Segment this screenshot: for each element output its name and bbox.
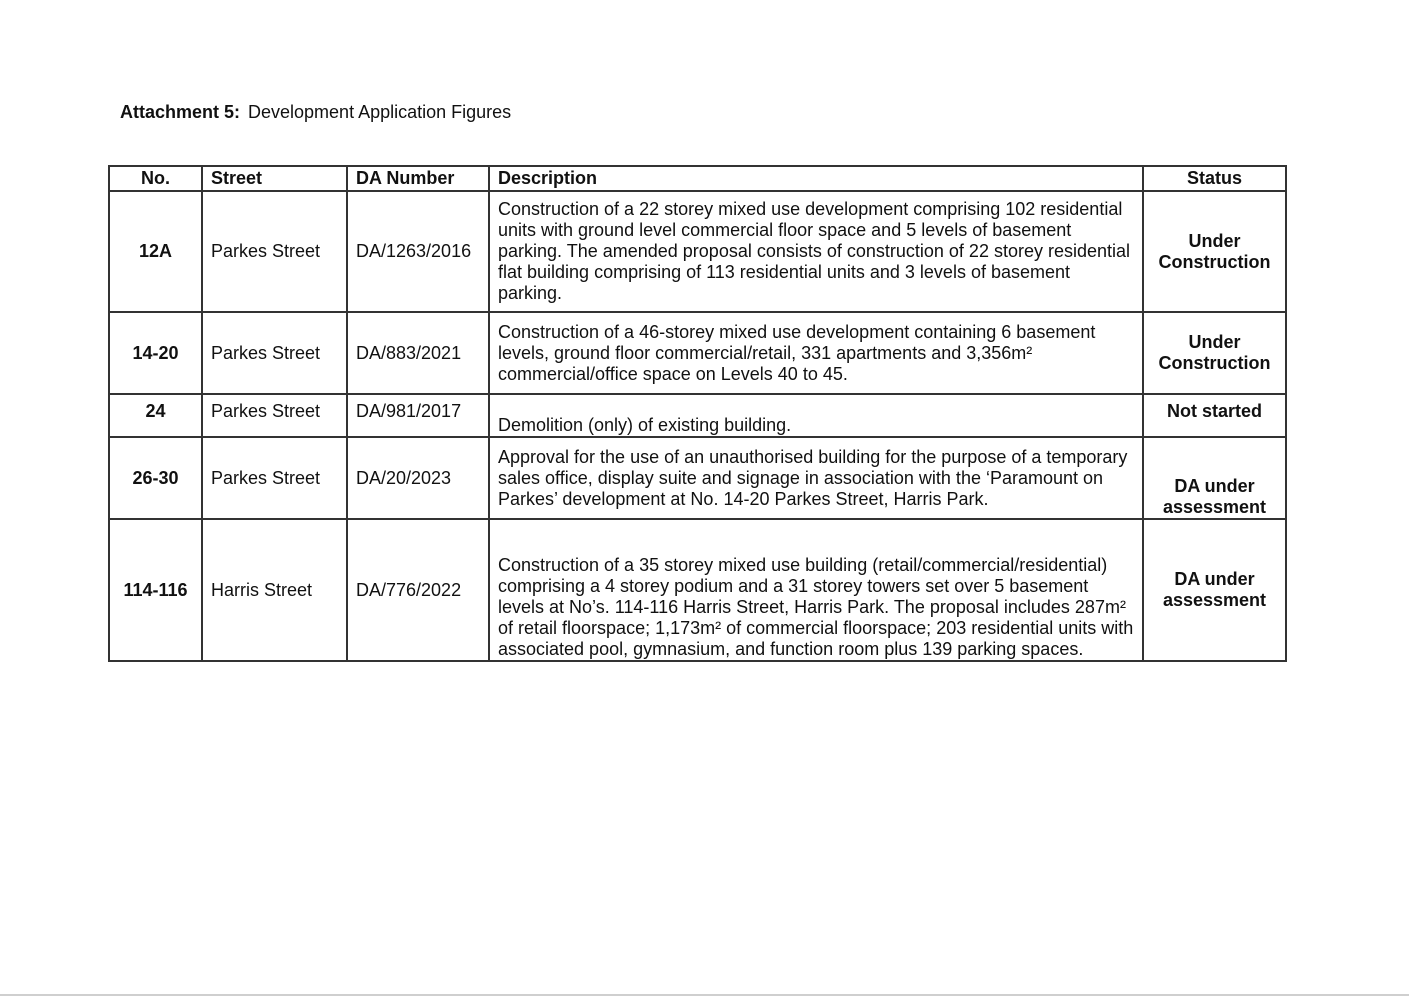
cell-status: Under Construction: [1143, 312, 1286, 394]
cell-description: Approval for the use of an unauthorised building for the purpose of a temporary sales office, display suite and signage in association with the ‘Paramount on Parkes’ development at No. 14-20 Parkes Street, Harris Park.: [489, 437, 1143, 519]
cell-description: Construction of a 22 storey mixed use development comprising 102 residential units with ground level commercial floor space and 5 levels of basement parking. The amended proposal consists of construction of 22 storey residential flat building comprising of 113 residential units and 3 levels of basement parking.: [489, 191, 1143, 312]
table-row: [109, 519, 1286, 661]
page-heading: [120, 100, 511, 124]
development-application-table: [108, 165, 1287, 662]
cell-description: Construction of a 35 storey mixed use building (retail/commercial/residential) comprising a 4 storey podium and a 31 storey towers set over 5 basement levels at No’s. 114-116 Harris Street, Harris Park. The proposal includes 287m² of retail floorspace; 1,173m² of commercial floorspace; 203 residential units with associated pool, gymnasium, and function room plus 139 parking spaces.: [489, 519, 1143, 661]
cell-da-number: DA/20/2023: [347, 437, 489, 519]
table-row: [109, 394, 1286, 437]
cell-street: Parkes Street: [202, 437, 347, 519]
cell-da-number: DA/1263/2016: [347, 191, 489, 312]
cell-status: DA under assessment: [1143, 519, 1286, 661]
cell-no: 26-30: [109, 437, 202, 519]
table-header-row: [109, 166, 1286, 191]
cell-description: Construction of a 46-storey mixed use development containing 6 basement levels, ground floor commercial/retail, 331 apartments and 3,356m² commercial/office space on Levels 40 to 45.: [489, 312, 1143, 394]
header-no: No.: [109, 166, 202, 191]
table-row: [109, 437, 1286, 519]
table-row: [109, 191, 1286, 312]
cell-no: 114-116: [109, 519, 202, 661]
cell-da-number: DA/776/2022: [347, 519, 489, 661]
cell-street: Parkes Street: [202, 191, 347, 312]
cell-description: Demolition (only) of existing building.: [489, 394, 1143, 437]
cell-status: Under Construction: [1143, 191, 1286, 312]
attachment-title: Development Application Figures: [248, 102, 512, 122]
cell-street: Harris Street: [202, 519, 347, 661]
cell-street: Parkes Street: [202, 312, 347, 394]
cell-da-number: DA/981/2017: [347, 394, 489, 437]
table-row: [109, 312, 1286, 394]
cell-status: DA under assessment: [1143, 437, 1286, 519]
cell-da-number: DA/883/2021: [347, 312, 489, 394]
header-description: Description: [489, 166, 1143, 191]
cell-no: 24: [109, 394, 202, 437]
cell-no: 12A: [109, 191, 202, 312]
cell-status: Not started: [1143, 394, 1286, 437]
header-status: Status: [1143, 166, 1286, 191]
cell-street: Parkes Street: [202, 394, 347, 437]
cell-no: 14-20: [109, 312, 202, 394]
attachment-label: Attachment 5:: [120, 102, 241, 122]
header-da-number: DA Number: [347, 166, 489, 191]
header-street: Street: [202, 166, 347, 191]
